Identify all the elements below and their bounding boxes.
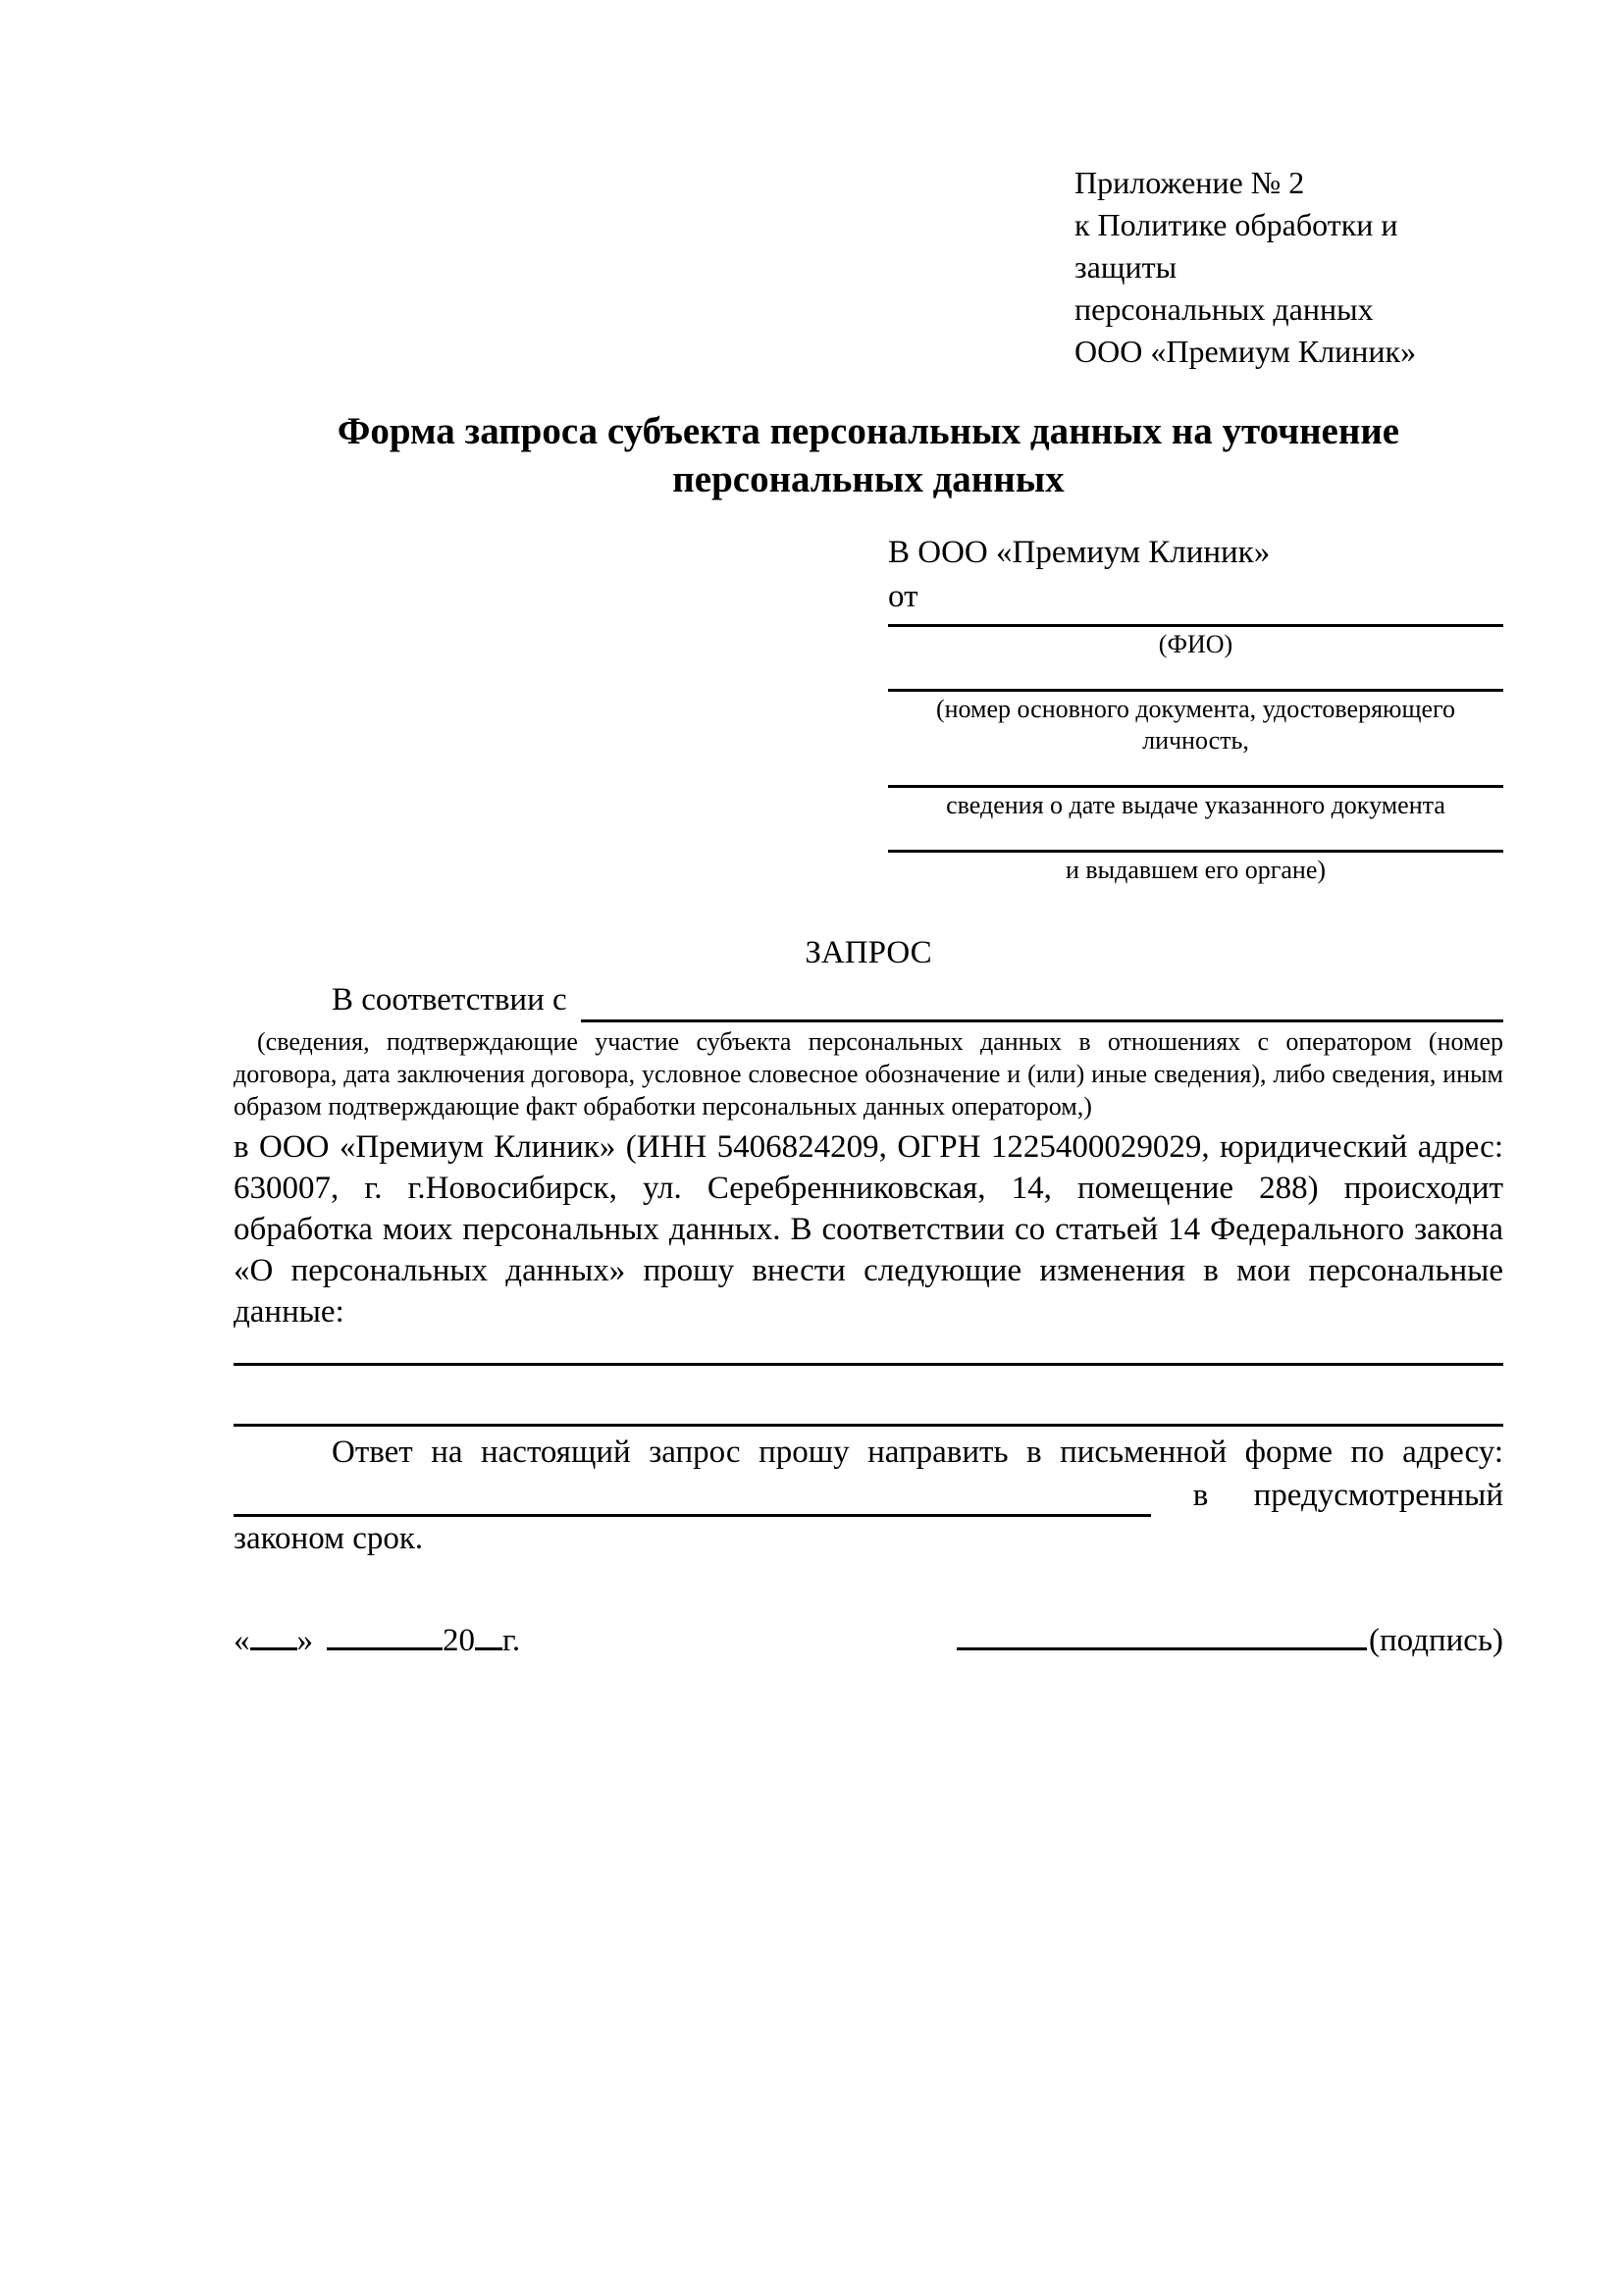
date-year-blank[interactable] bbox=[475, 1615, 502, 1650]
signature-area bbox=[957, 1615, 1503, 1662]
request-heading: ЗАПРОС bbox=[805, 935, 932, 970]
fio-caption: (ФИО) bbox=[1158, 630, 1233, 658]
doc-issuer-blank-line[interactable] bbox=[888, 845, 1503, 853]
signature-caption: (подпись) bbox=[1369, 1623, 1503, 1658]
footer-row bbox=[234, 1615, 1503, 1662]
appendix-header bbox=[1074, 162, 1503, 373]
doc-number-caption: (номер основного документа, удостоверяющего личность, bbox=[935, 695, 1456, 755]
doc-number-field bbox=[888, 684, 1503, 757]
doc-date-blank-line[interactable] bbox=[888, 780, 1503, 788]
basis-row bbox=[234, 977, 1503, 1022]
date-year-prefix: 20 bbox=[443, 1623, 475, 1658]
appendix-line: персональных данных bbox=[1074, 291, 1374, 327]
reply-ending: законом срок. bbox=[234, 1521, 424, 1556]
doc-issuer-caption: и выдавшем его органе) bbox=[1065, 856, 1327, 884]
appendix-line: Приложение № 2 bbox=[1074, 165, 1305, 200]
reply-sentence: Ответ на настоящий запрос прошу направить в письменной форме по адресу: bbox=[332, 1435, 1503, 1470]
doc-date-field bbox=[888, 780, 1503, 821]
signature-blank-line[interactable] bbox=[957, 1615, 1367, 1650]
reply-address-row bbox=[234, 1474, 1503, 1517]
date-year-suffix: г. bbox=[502, 1623, 521, 1658]
address-blank-line[interactable] bbox=[234, 1480, 1151, 1517]
doc-number-blank-line[interactable] bbox=[888, 684, 1503, 692]
addressee-org: В ООО «Премиум Клиник» bbox=[888, 535, 1271, 570]
date-close-quote: » bbox=[296, 1623, 313, 1658]
doc-date-caption: сведения о дате выдаче указанного документа bbox=[946, 791, 1445, 819]
changes-blank-line-2[interactable] bbox=[234, 1366, 1503, 1427]
date-line bbox=[234, 1615, 520, 1662]
appendix-line: к Политике обработки и защиты bbox=[1074, 207, 1398, 285]
date-month-blank[interactable] bbox=[327, 1615, 443, 1650]
fio-blank-line[interactable] bbox=[888, 619, 1503, 627]
appendix-line: ООО «Премиум Клиник» bbox=[1074, 334, 1417, 369]
body-paragraph: в ООО «Премиум Клиник» (ИНН 5406824209, ОГРН 1225400029029, юридический адрес: 630007, г. г.Новосибирск, ул. Серебренниковская, 14, помещение 288) происходит обработка моих персональных данных. В соответствии со статьей 14 Федерального закона «О персональных данных» прошу внести следующие изменения в мои персональные данные: bbox=[234, 1129, 1503, 1330]
form-title: Форма запроса субъекта персональных данных на уточнение персональных данных bbox=[337, 410, 1400, 500]
reply-tail: в предусмотренный bbox=[1192, 1478, 1503, 1513]
doc-issuer-field bbox=[888, 845, 1503, 886]
basis-lead: В соответствии с bbox=[332, 982, 567, 1018]
basis-note: (сведения, подтверждающие участие субъекта персональных данных в отношениях с оператором (номер договора, дата заключения договора, условное словесное обозначение и (или) иные сведения), либо сведения, иным образом подтверждающие факт обработки персональных данных оператором,) bbox=[234, 1027, 1503, 1121]
basis-blank-line[interactable] bbox=[581, 983, 1503, 1022]
addressee-block bbox=[888, 531, 1503, 886]
addressee-from-label: от bbox=[888, 579, 918, 614]
date-open-quote: « bbox=[234, 1623, 250, 1658]
fio-field bbox=[888, 619, 1503, 660]
date-day-blank[interactable] bbox=[250, 1615, 297, 1650]
changes-blank-line-1[interactable] bbox=[234, 1332, 1503, 1366]
